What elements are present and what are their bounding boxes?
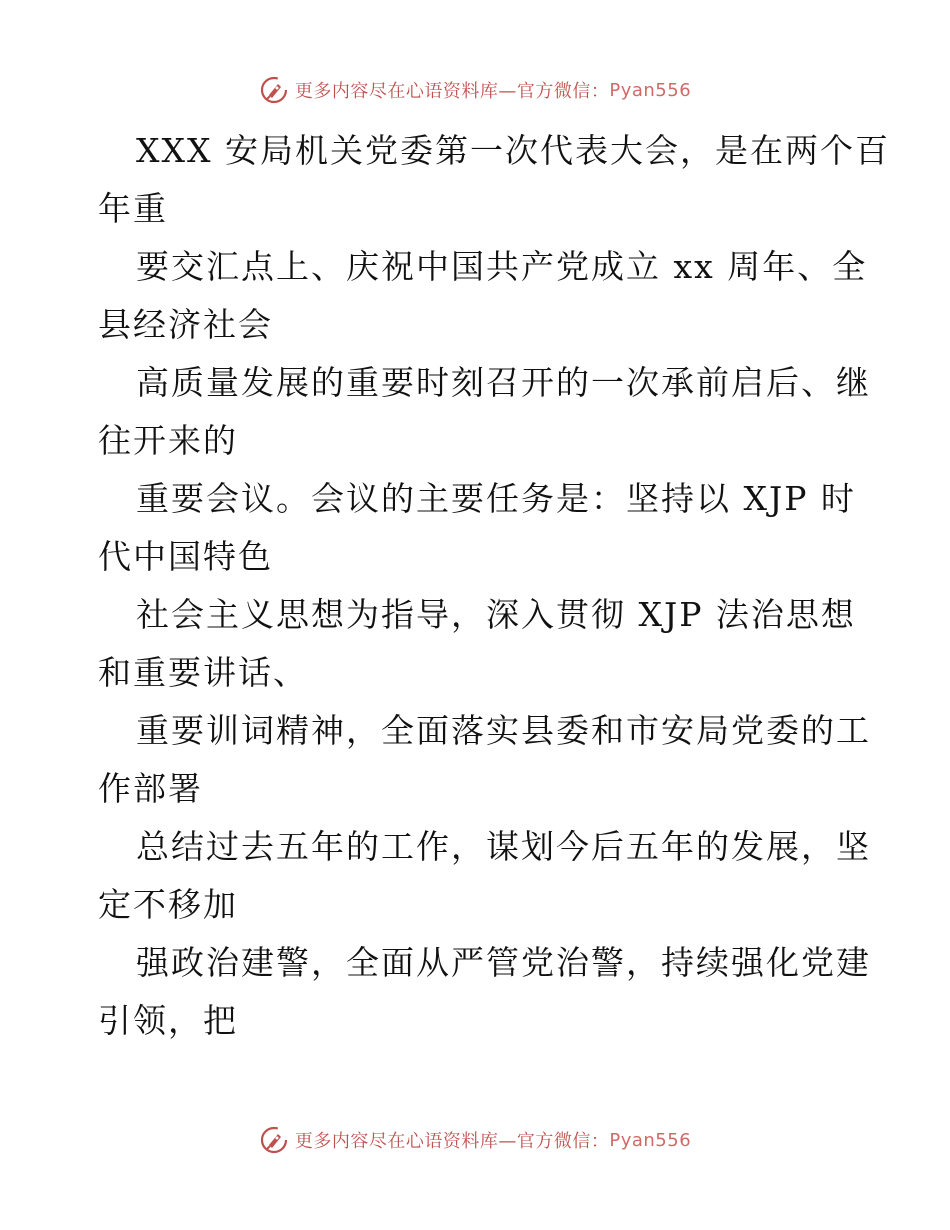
banner-text: 更多内容尽在心语资料库—官方微信： — [294, 1131, 610, 1152]
paragraph-line: 定不移加 — [98, 885, 238, 924]
pen-nib-logo-icon — [259, 75, 289, 105]
paragraph-line-indented: 高质量发展的重要时刻召开的一次承前启后、继 — [136, 363, 871, 402]
paragraph-line-indented: 总结过去五年的工作，谋划今后五年的发展，坚 — [136, 827, 871, 866]
banner-wechat-id: Pyan556 — [609, 79, 692, 101]
paragraph — [98, 934, 871, 1050]
banner-wechat-id: Pyan556 — [609, 1129, 692, 1151]
paragraph-line: 县经济社会 — [98, 305, 273, 344]
paragraph-line: 引领，把 — [98, 1001, 238, 1040]
pen-nib-logo-icon — [259, 1125, 289, 1155]
paragraph-line: 往开来的 — [98, 421, 238, 460]
paragraph-line-indented: 重要会议。会议的主要任务是：坚持以 XJP 时 — [136, 479, 856, 518]
header-watermark-banner — [0, 70, 950, 110]
paragraph-line: 年重 — [98, 189, 168, 228]
paragraph-line: 和重要讲话、 — [98, 653, 308, 692]
paragraph-line-indented: 要交汇点上、庆祝中国共产党成立 xx 周年、全 — [136, 247, 868, 286]
paragraph — [98, 702, 871, 818]
document-body — [98, 122, 890, 1050]
paragraph — [98, 238, 868, 354]
paragraph-line-indented: XXX 安局机关党委第一次代表大会，是在两个百 — [136, 131, 890, 170]
paragraph — [98, 586, 858, 702]
paragraph-line: 作部署 — [98, 769, 203, 808]
paragraph — [98, 470, 858, 586]
paragraph — [98, 818, 871, 934]
paragraph-line-indented: 强政治建警，全面从严管党治警，持续强化党建 — [136, 943, 871, 982]
paragraph — [98, 354, 871, 470]
paragraph — [98, 122, 890, 238]
paragraph-line-indented: 重要训词精神，全面落实县委和市安局党委的工 — [136, 711, 871, 750]
paragraph-line-indented: 社会主义思想为指导，深入贯彻 XJP 法治思想 — [136, 595, 856, 634]
footer-watermark-banner — [0, 1120, 950, 1160]
banner-text: 更多内容尽在心语资料库—官方微信： — [294, 81, 610, 102]
paragraph-line: 代中国特色 — [98, 537, 273, 576]
